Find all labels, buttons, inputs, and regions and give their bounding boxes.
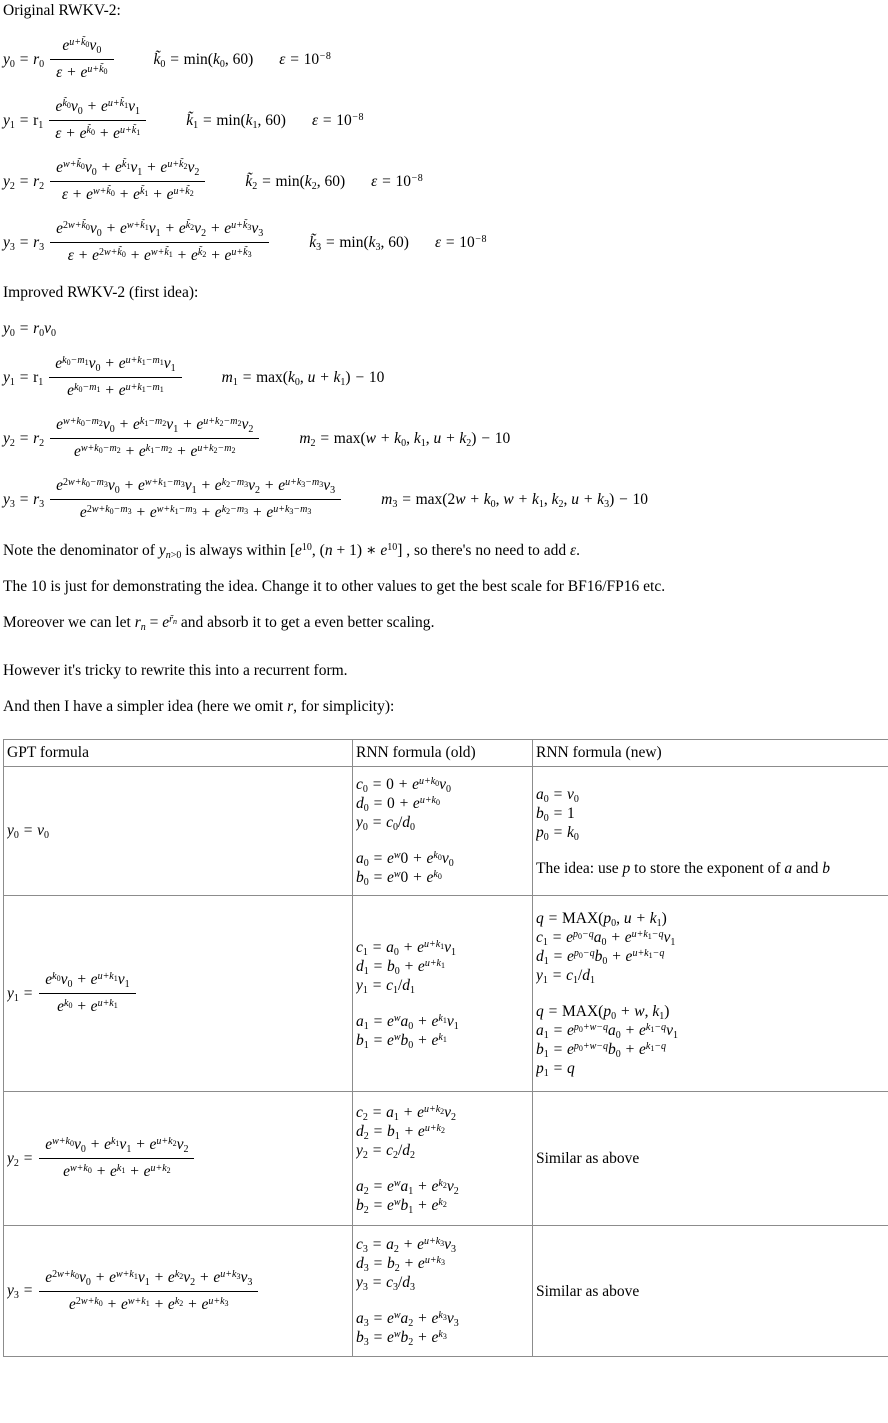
fraction-numerator: $e^{k̃_0}v_0 + e^{u+k̃_1}v_1$ <box>49 95 146 121</box>
equation-condition: $\varepsilon = 10^{-8}$ <box>434 233 487 251</box>
fraction-denominator: $\varepsilon + e^{w+k̃_0} + e^{k̃_1} + e^{u+k̃_2}$ <box>61 186 194 203</box>
rnn-old-cell <box>353 767 533 896</box>
formula-line: $b_2 = e^wb_1 + e^{k_2}$ <box>356 1196 447 1215</box>
rnn-new-cell <box>533 1226 888 1357</box>
formula-line: $q = MAX(p_0 + w$, $k_1$) <box>536 1003 670 1022</box>
equation-condition: $k̃_0 = \min(k_0$, 60) <box>153 50 254 70</box>
formula-line: $a_1 = e^{p_0+w-q}a_0 + e^{k_1-q}v_1$ <box>536 1022 678 1041</box>
formula-line <box>356 832 529 849</box>
fraction <box>49 352 181 403</box>
gpt-formula-cell <box>4 767 353 896</box>
comparison-table <box>3 739 888 1357</box>
equation-improved-y0 <box>3 316 888 342</box>
table-header-row <box>4 740 888 767</box>
formula-line: $c_0 = 0 + e^{u+k_0}v_0$ <box>356 776 452 795</box>
paragraph-denominator-note: Note the denominator of $y_{n>0}$ is always within [$e^{10}$, (n + 1) ∗ $e^{10}$] , so there's no need to add ε. <box>3 542 581 561</box>
formula-line: $c_1 = e^{p_0-q}a_0 + e^{u+k_1-q}v_1$ <box>536 929 676 948</box>
fraction <box>50 413 259 464</box>
paragraph-absorb-note: Moreover we can let $r_n = e^{r̃_n}$ and absorb it to get a even better scaling. <box>3 614 435 633</box>
fraction <box>39 1133 194 1184</box>
equation-lhs: $y_0 = v_0$ <box>7 822 49 841</box>
formula-line: $y_2 = c_2/d_2$ <box>356 1141 416 1161</box>
formula-lines <box>536 785 885 878</box>
formula-lines <box>536 1282 885 1301</box>
fraction-denominator: $\varepsilon + e^{2w+k̃_0} + e^{w+k̃_1} + e^{k̃_2} + e^{u+k̃_3}$ <box>67 247 252 264</box>
fraction <box>50 474 341 525</box>
column-header-rnn-formula-old: RNN formula (old) <box>353 740 533 767</box>
equation-original-y0 <box>3 34 888 85</box>
equation-condition: $m_2 = \max(w + k_0$, $k_1$, $u + k_2) - 10$ <box>299 429 511 449</box>
table-row-y1 <box>4 896 888 1092</box>
equation-lhs: $y_2 = r_2$ <box>3 429 45 449</box>
table-row-y3 <box>4 1226 888 1357</box>
formula-line <box>356 1160 529 1177</box>
fraction-denominator: $e^{w+k_0-m_2} + e^{k_1-m_2} + e^{u+k_2-m_2}$ <box>73 443 236 460</box>
fraction-denominator: $e^{w+k_0} + e^{k_1} + e^{u+k_2}$ <box>63 1163 171 1180</box>
rnn-old-cell <box>353 1092 533 1226</box>
formula-lines <box>356 938 529 1050</box>
paragraph-tricky-note: However it's tricky to rewrite this into a recurrent form. <box>3 662 348 679</box>
formula-line: $b_1 = e^wb_0 + e^{k_1}$ <box>356 1031 447 1050</box>
fraction-denominator: $\varepsilon + e^{k̃_0} + e^{u+k̃_1}$ <box>55 125 141 142</box>
equation-condition: $m_3 = \max(2w + k_0$, $w + k_1$, $k_2$, $u + k_3) - 10$ <box>381 490 648 510</box>
equation-lhs: $y_0 = r_0v_0$ <box>3 320 57 339</box>
equation-lhs: $y_0 = r_0$ <box>3 50 45 70</box>
formula-lines <box>536 909 885 1078</box>
formula-line: $q = MAX(p_0$, $u + k_1$) <box>536 910 667 929</box>
rnn-old-cell <box>353 896 533 1092</box>
column-header-gpt-formula: GPT formula <box>4 740 353 767</box>
gpt-formula-cell <box>4 1092 353 1226</box>
fraction-denominator: $e^{k_0} + e^{u+k_1}$ <box>57 998 118 1015</box>
formula-lines <box>536 1149 885 1168</box>
formula-line: $d_3 = b_2 + e^{u+k_3}$ <box>356 1255 445 1274</box>
fraction-numerator: $e^{u+k̃_0}v_0$ <box>50 34 113 60</box>
equation-lhs: $y_3 = r_3$ <box>3 490 45 510</box>
fraction-denominator: $e^{2w+k_0-m_3} + e^{w+k_1-m_3} + e^{k_2-m_3} + e^{u+k_3-m_3}$ <box>79 504 312 521</box>
formula-line <box>356 1292 529 1309</box>
formula-line: $d_2 = b_1 + e^{u+k_2}$ <box>356 1122 445 1142</box>
formula-line: $c_2 = a_1 + e^{u+k_2}v_2$ <box>356 1103 457 1123</box>
equation-condition: $k̃_1 = \min(k_1$, 60) <box>186 111 286 131</box>
fraction-numerator: $e^{2w+k_0}v_0 + e^{w+k_1}v_1 + e^{k_2}v_2 + e^{u+k_3}v_3$ <box>39 1266 258 1292</box>
formula-line: $a_0 = v_0$ <box>536 785 579 805</box>
formula-line: $a_0 = e^w0 + e^{k_0}v_0$ <box>356 850 454 869</box>
formula-line <box>536 842 885 859</box>
equation-condition: $\varepsilon = 10^{-8}$ <box>279 50 331 68</box>
fraction-denominator: $e^{2w+k_0} + e^{w+k_1} + e^{k_2} + e^{u+k_3}$ <box>69 1295 229 1313</box>
gpt-formula-cell <box>4 1226 353 1357</box>
equation-original-y3 <box>3 217 888 268</box>
equation-condition: $m_1 = \max(k_0$, $u + k_1) - 10$ <box>221 368 385 388</box>
formula-lines <box>356 1103 529 1215</box>
fraction <box>39 968 135 1019</box>
fraction-numerator: $e^{k_0}v_0 + e^{u+k_1}v_1$ <box>39 968 135 994</box>
equation-lhs: $y_2 = r_2$ <box>3 172 45 192</box>
rnn-new-cell <box>533 896 888 1092</box>
equation-table-y3 <box>7 1266 349 1317</box>
formula-line: Similar as above <box>536 1282 640 1300</box>
fraction-numerator: $e^{w+k_0}v_0 + e^{k_1}v_1 + e^{u+k_2}v_2$ <box>39 1133 194 1159</box>
equation-original-y2 <box>3 156 888 207</box>
equation-condition: $k̃_2 = \min(k_2$, 60) <box>245 172 346 192</box>
gpt-formula-cell <box>4 896 353 1092</box>
equation-lhs: $y_1$ = <box>7 984 34 1004</box>
formula-line: The idea: use p to store the exponent of a and b <box>536 859 831 877</box>
equation-table-y1 <box>7 968 349 1019</box>
formula-line: $a_3 = e^wa_2 + e^{k_3}v_3$ <box>356 1310 459 1329</box>
formula-line: $a_1 = e^wa_0 + e^{k_1}v_1$ <box>356 1012 459 1032</box>
equation-lhs: $y_3$ = <box>7 1282 34 1301</box>
equation-lhs: $y_3 = r_3$ <box>3 233 45 253</box>
section-title-improved: Improved RWKV-2 (first idea): <box>3 284 199 301</box>
formula-line: $y_3 = c_3/d_3$ <box>356 1274 416 1293</box>
fraction <box>49 95 146 146</box>
rnn-old-cell <box>353 1226 533 1357</box>
formula-line: $p_1 = q$ <box>536 1060 575 1078</box>
fraction-numerator: $e^{2w+k_0-m_3}v_0 + e^{w+k_1-m_3}v_1 + e^{k_2-m_3}v_2 + e^{u+k_3-m_3}v_3$ <box>50 474 341 500</box>
section-title-original: Original RWKV-2: <box>3 2 121 19</box>
formula-line: $y_1 = c_1/d_1$ <box>356 976 416 996</box>
formula-line: $d_0 = 0 + e^{u+k_0}$ <box>356 795 440 814</box>
fraction-denominator: $e^{k_0-m_1} + e^{u+k_1-m_1}$ <box>67 382 164 399</box>
fraction-numerator: $e^{k_0-m_1}v_0 + e^{u+k_1-m_1}v_1$ <box>49 352 181 378</box>
table-row-y0 <box>4 767 888 896</box>
formula-line: $c_1 = a_0 + e^{u+k_1}v_1$ <box>356 938 457 958</box>
equation-table-y0 <box>7 818 349 844</box>
equation-condition: $\varepsilon = 10^{-8}$ <box>371 172 423 190</box>
paragraph-scale-note: The 10 is just for demonstrating the idea. Change it to other values to get the best scale for BF16/FP16 etc. <box>3 578 666 595</box>
fraction-numerator: $e^{w+k_0-m_2}v_0 + e^{k_1-m_2}v_1 + e^{u+k_2-m_2}v_2$ <box>50 413 259 439</box>
fraction <box>50 217 269 268</box>
fraction-numerator: $e^{2w+k̃_0}v_0 + e^{w+k̃_1}v_1 + e^{k̃_2}v_2 + e^{u+k̃_3}v_3$ <box>50 217 269 243</box>
equation-table-y2 <box>7 1133 349 1184</box>
column-header-rnn-formula-new: RNN formula (new) <box>533 740 888 767</box>
table-row-y2 <box>4 1092 888 1226</box>
fraction-numerator: $e^{w+k̃_0}v_0 + e^{k̃_1}v_1 + e^{u+k̃_2}v_2$ <box>50 156 205 182</box>
formula-line: $b_0 = 1$ <box>536 804 575 824</box>
fraction <box>50 156 205 207</box>
formula-line <box>536 985 885 1002</box>
formula-line: $b_0 = e^w0 + e^{k_0}$ <box>356 869 442 887</box>
rnn-new-cell <box>533 767 888 896</box>
formula-lines <box>356 1235 529 1347</box>
formula-line <box>356 995 529 1012</box>
formula-line: $d_1 = b_0 + e^{u+k_1}$ <box>356 957 445 977</box>
formula-line: Similar as above <box>536 1150 640 1167</box>
formula-line: $p_0 = k_0$ <box>536 823 579 843</box>
fraction <box>50 34 113 85</box>
formula-line: $c_3 = a_2 + e^{u+k_3}v_3$ <box>356 1236 457 1255</box>
equation-condition: $k̃_3 = \min(k_3$, 60) <box>309 233 409 253</box>
equation-lhs: $y_1 = r_1$ <box>3 111 44 131</box>
formula-lines <box>356 775 529 887</box>
formula-line: $d_1 = e^{p_0-q}b_0 + e^{u+k_1-q}$ <box>536 948 665 967</box>
formula-line: $b_3 = e^wb_2 + e^{k_3}$ <box>356 1329 447 1347</box>
fraction <box>39 1266 258 1317</box>
equation-condition: $\varepsilon = 10^{-8}$ <box>311 111 364 129</box>
equation-lhs: $y_1 = r_1$ <box>3 368 44 388</box>
formula-line: $y_1 = c_1/d_1$ <box>536 967 596 986</box>
equation-improved-y2 <box>3 413 888 464</box>
formula-line: $y_0 = c_0/d_0$ <box>356 814 416 833</box>
document <box>3 2 888 1357</box>
formula-line: $b_1 = e^{p_0+w-q}b_0 + e^{k_1-q}$ <box>536 1041 667 1060</box>
equation-lhs: $y_2$ = <box>7 1149 34 1169</box>
fraction-denominator: $\varepsilon + e^{u+k̃_0}$ <box>56 64 108 81</box>
paragraph-simpler-idea: And then I have a simpler idea (here we omit r, for simplicity): <box>3 698 395 715</box>
equation-improved-y3 <box>3 474 888 525</box>
equation-improved-y1 <box>3 352 888 403</box>
equation-original-y1 <box>3 95 888 146</box>
rnn-new-cell <box>533 1092 888 1226</box>
formula-line: $a_2 = e^wa_1 + e^{k_2}v_2$ <box>356 1177 459 1197</box>
